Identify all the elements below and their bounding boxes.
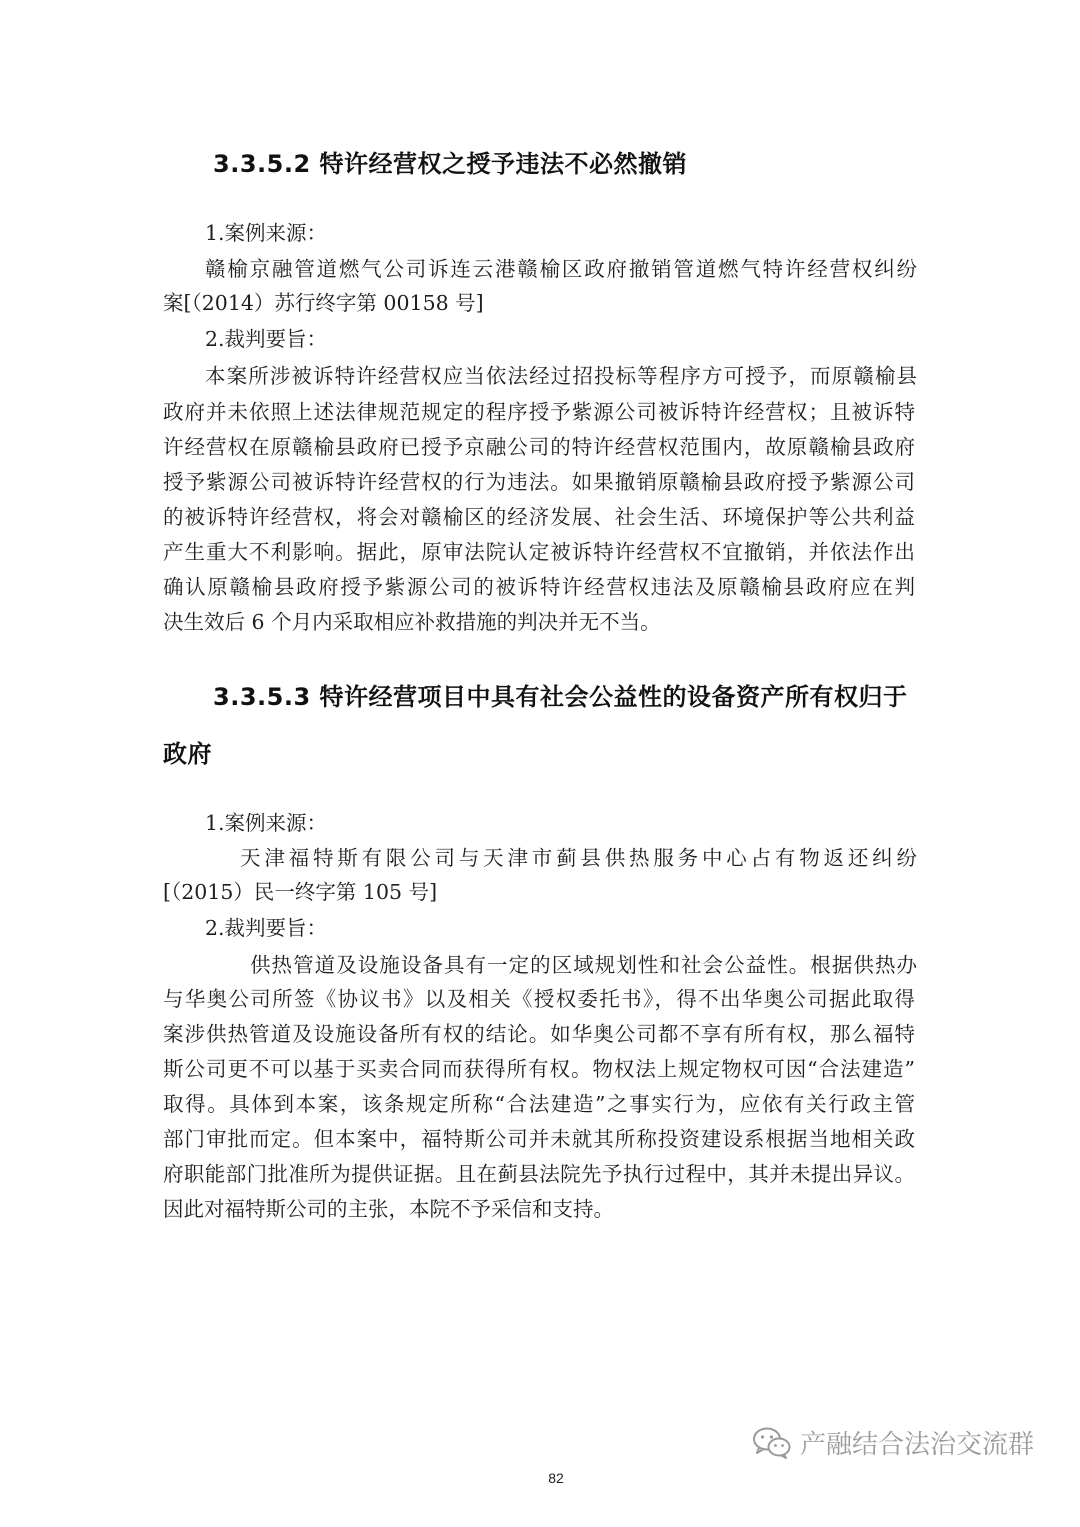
holding-label: 2.裁判要旨：	[205, 916, 328, 940]
wechat-watermark	[752, 1424, 1034, 1461]
case-source-line: [（2015）民一终字第 105 号]	[163, 880, 438, 904]
case-source-line: 天津福特斯有限公司与天津市蓟县供热服务中心占有物返还纠纷	[240, 846, 917, 870]
holding-label: 2.裁判要旨：	[205, 327, 328, 351]
holding-line: 部门审批而定。但本案中，福特斯公司并未就其所称投资建设系根据当地相关政	[163, 1127, 915, 1151]
holding-line: 决生效后 6 个月内采取相应补救措施的判决并无不当。	[163, 610, 661, 634]
holding-line: 授予紫源公司被诉特许经营权的行为违法。如果撤销原赣榆县政府授予紫源公司	[163, 470, 915, 494]
holding-line: 案涉供热管道及设施设备所有权的结论。如华奥公司都不享有所有权，那么福特	[163, 1022, 915, 1046]
holding-line: 的被诉特许经营权，将会对赣榆区的经济发展、社会生活、环境保护等公共利益	[163, 505, 915, 529]
holding-line: 因此对福特斯公司的主张，本院不予采信和支持。	[163, 1197, 614, 1221]
watermark-text: 产融结合法治交流群	[800, 1430, 1035, 1460]
holding-line: 许经营权在原赣榆县政府已授予京融公司的特许经营权范围内，故原赣榆县政府	[163, 435, 915, 459]
holding-line: 取得。具体到本案，该条规定所称“合法建造”之事实行为，应依有关行政主管	[163, 1092, 915, 1116]
case-source-line: 赣榆京融管道燃气公司诉连云港赣榆区政府撤销管道燃气特许经营权纠纷	[205, 257, 917, 281]
section-heading-3-3-5-3-continued: 政府	[163, 740, 212, 768]
holding-line: 斯公司更不可以基于买卖合同而获得所有权。物权法上规定物权可因“合法建造”	[163, 1057, 915, 1081]
holding-line: 确认原赣榆县政府授予紫源公司的被诉特许经营权违法及原赣榆县政府应在判	[163, 575, 915, 599]
holding-line: 供热管道及设施设备具有一定的区域规划性和社会公益性。根据供热办	[250, 953, 917, 977]
holding-line: 府职能部门批准所为提供证据。且在蓟县法院先予执行过程中，其并未提出异议。	[163, 1162, 915, 1186]
holding-line: 政府并未依照上述法律规范规定的程序授予紫源公司被诉特许经营权；且被诉特	[163, 400, 915, 424]
holding-line: 本案所涉被诉特许经营权应当依法经过招投标等程序方可授予，而原赣榆县	[205, 364, 917, 388]
section-heading-3-3-5-3: 3.3.5.3 特许经营项目中具有社会公益性的设备资产所有权归于	[213, 683, 908, 711]
case-source-label: 1.案例来源：	[205, 221, 328, 245]
wechat-icon	[752, 1426, 792, 1460]
case-source-label: 1.案例来源：	[205, 811, 328, 835]
section-heading-3-3-5-2: 3.3.5.2 特许经营权之授予违法不必然撤销	[213, 150, 688, 178]
holding-line: 与华奥公司所签《协议书》以及相关《授权委托书》，得不出华奥公司据此取得	[163, 987, 915, 1011]
case-source-line: 案[（2014）苏行终字第 00158 号]	[163, 291, 484, 315]
holding-line: 产生重大不利影响。据此，原审法院认定被诉特许经营权不宜撤销，并依法作出	[163, 540, 915, 564]
page-number: 82	[548, 1470, 564, 1486]
